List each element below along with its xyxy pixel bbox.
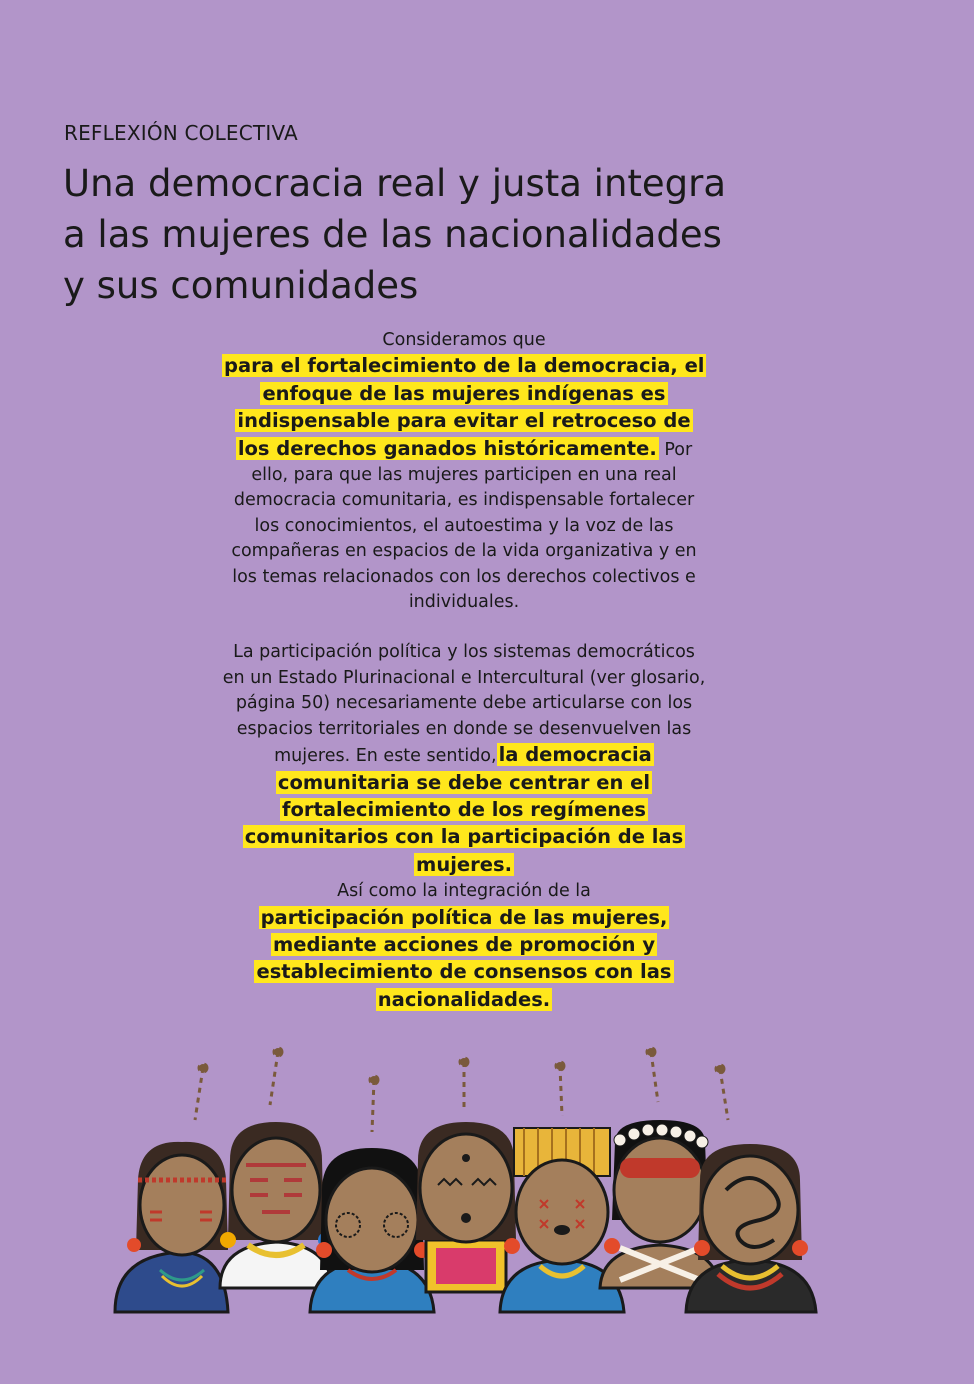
page-title	[63, 158, 823, 311]
title-line: Una democracia real y justa integra	[63, 162, 727, 205]
highlight-2: la democracia comunitaria se debe centrar en el fortalecimiento de los regímenes comunitarios con la participación de las mujeres.	[244, 743, 684, 876]
title-line: a las mujeres de las nacionalidades	[63, 213, 722, 256]
paragraph-1-rest: Por ello, para que las mujeres participen en una real democracia comunitaria, es indispensable fortalecer los conocimientos, el autoestima y la voz de las compañeras en espacios de la vida organizativa y en los temas relacionados con los derechos colectivos e individuales.	[231, 439, 697, 613]
highlight-3: participación política de las mujeres, mediante acciones de promoción y establecimiento de consensos con las nacionalidades.	[256, 905, 672, 1011]
body-text	[222, 328, 706, 1014]
woman-7-figure	[686, 1144, 816, 1312]
paragraph-1-intro: Consideramos que	[382, 330, 546, 350]
paragraph-2	[222, 640, 706, 879]
section-label: REFLEXIÓN COLECTIVA	[64, 121, 298, 145]
title-line: y sus comunidades	[63, 264, 419, 307]
paragraph-1	[222, 328, 706, 615]
paragraph-2-text: La participación política y los sistemas democráticos en un Estado Plurinacional e Intercultural (ver glosario, página 50) necesariamente debe articularse con los espacios territoriales en donde se desenvuelven las mujeres. En este sentido,	[222, 642, 706, 767]
woman-4-figure	[416, 1122, 516, 1292]
woman-1-figure	[115, 1142, 228, 1312]
woman-2-figure	[220, 1122, 334, 1288]
connector-lines	[195, 1048, 728, 1132]
paragraph-3-intro: Así como la integración de la	[337, 881, 591, 902]
women-illustration	[100, 1040, 840, 1320]
paragraph-3	[222, 879, 706, 1014]
highlight-1: para el fortalecimiento de la democracia, el enfoque de las mujeres indígenas es indispensable para evitar el retroceso de los derechos ganados históricamente.	[224, 354, 705, 460]
woman-3-figure	[310, 1148, 434, 1312]
